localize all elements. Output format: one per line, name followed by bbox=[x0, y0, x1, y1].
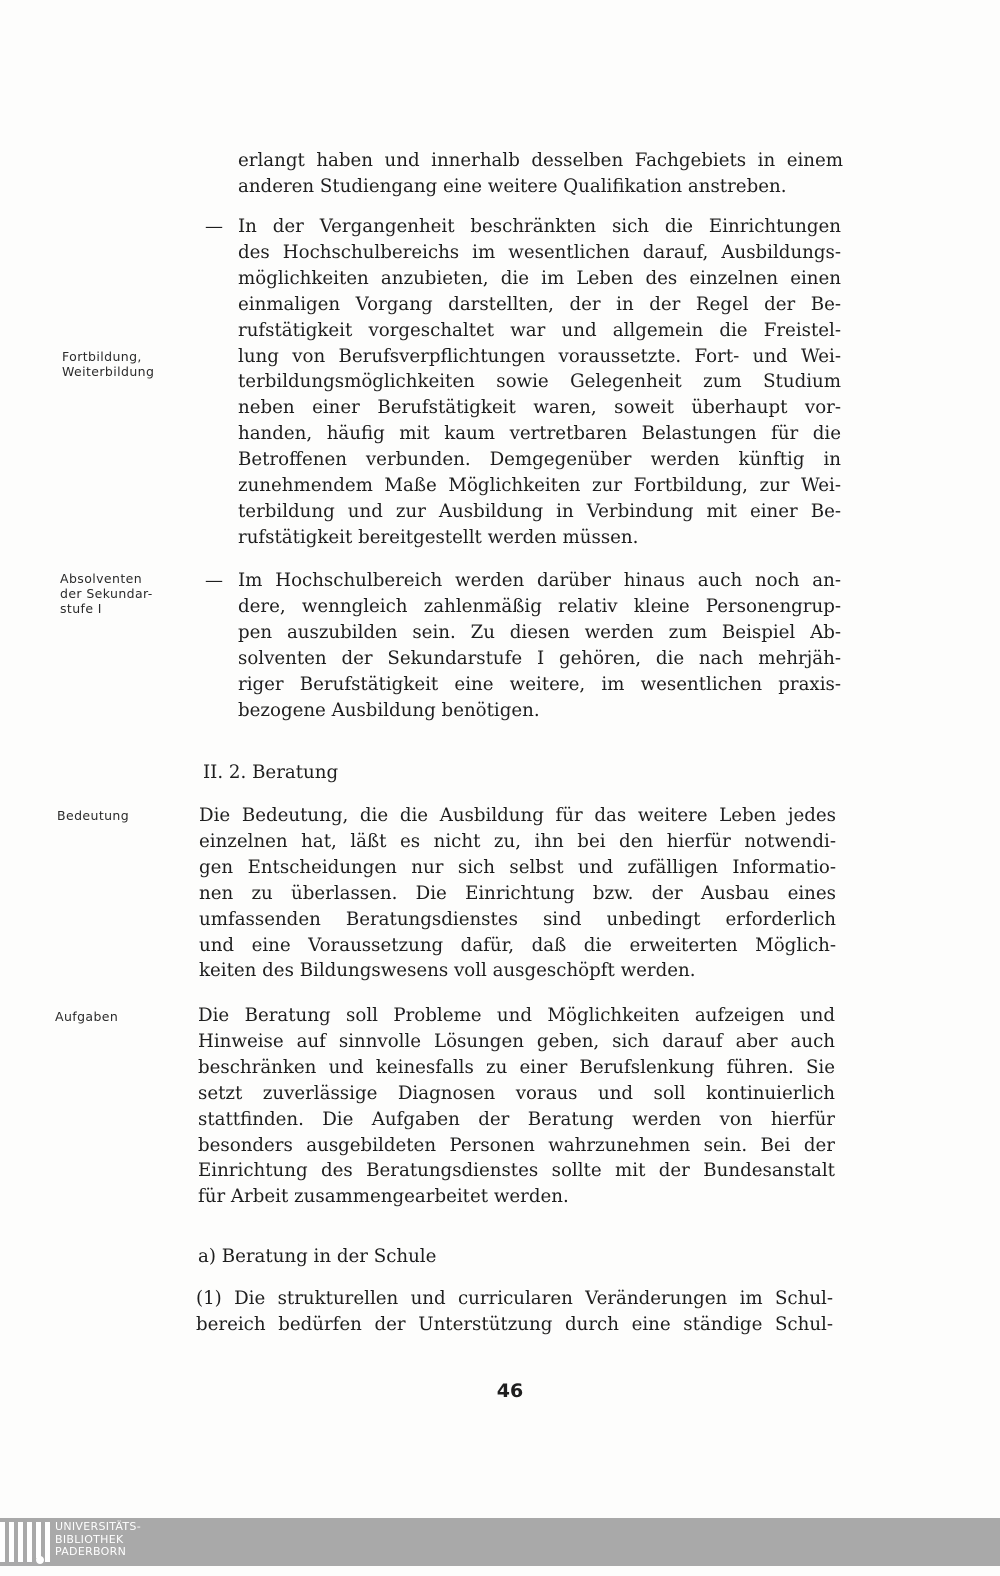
text-line: erlangt haben und innerhalb desselben Fachgebiets in einem bbox=[238, 150, 843, 171]
text-line: bereich bedürfen der Unterstützung durch eine ständige Schul- bbox=[196, 1313, 833, 1335]
text-line: pen auszubilden sein. Zu diesen werden zum Beispiel Ab- bbox=[238, 621, 841, 643]
text-line: Hinweise auf sinnvolle Lösungen geben, sich darauf aber auch bbox=[198, 1030, 835, 1052]
margin-note-line: Absolventen bbox=[60, 571, 143, 586]
margin-note-line: Fortbildung, bbox=[62, 349, 142, 364]
paragraph-bedeutung bbox=[199, 803, 836, 984]
paragraph-hochschulbereich bbox=[238, 568, 841, 723]
text-line: In der Vergangenheit beschränkten sich die Einrichtungen bbox=[238, 216, 841, 237]
text-line: besonders ausgebildeten Personen wahrzunehmen sein. Bei der bbox=[198, 1134, 835, 1156]
text-line: neben einer Berufstätigkeit waren, soweit überhaupt vor- bbox=[238, 397, 841, 419]
text-line: nen zu überlassen. Die Einrichtung bzw. der Ausbau eines bbox=[199, 882, 836, 904]
text-line: rufstätigkeit bereitgestellt werden müssen. bbox=[238, 526, 639, 548]
margin-note-line: stufe I bbox=[60, 601, 102, 616]
section-heading-beratung: II. 2. Beratung bbox=[203, 762, 339, 783]
library-footer-bar bbox=[0, 1518, 1000, 1566]
logo-text-line: BIBLIOTHEK bbox=[55, 1532, 124, 1546]
text-line: einmaligen Vorgang darstellten, der in der Regel der Be- bbox=[238, 293, 841, 315]
text-line: terbildungsmöglichkeiten sowie Gelegenheit zum Studium bbox=[238, 371, 841, 393]
text-line: zunehmendem Maße Möglichkeiten zur Fortbildung, zur Wei- bbox=[238, 475, 841, 497]
paragraph-vergangenheit bbox=[238, 214, 841, 551]
text-line: gen Entscheidungen nur sich selbst und zufälligen Informatio- bbox=[199, 856, 836, 878]
margin-note-aufgaben bbox=[55, 1009, 118, 1024]
margin-note-line: der Sekundar- bbox=[60, 586, 153, 601]
paragraph-continuation bbox=[238, 148, 843, 200]
margin-note-bedeutung bbox=[57, 808, 129, 823]
text-line: bezogene Ausbildung benötigen. bbox=[238, 699, 540, 721]
margin-note-fortbildung bbox=[62, 349, 154, 379]
text-line: umfassenden Beratungsdienstes sind unbedingt erforderlich bbox=[199, 908, 836, 930]
text-line: Die Bedeutung, die die Ausbildung für das weitere Leben jedes bbox=[199, 805, 836, 826]
text-line: für Arbeit zusammengearbeitet werden. bbox=[198, 1186, 569, 1208]
paragraph-aufgaben bbox=[198, 1003, 835, 1210]
text-line: rufstätigkeit vorgeschaltet war und allgemein die Freistel- bbox=[238, 319, 841, 341]
page-number: 46 bbox=[496, 1380, 524, 1402]
text-line: terbildung und zur Ausbildung in Verbindung mit einer Be- bbox=[238, 500, 841, 522]
logo-text-line: PADERBORN bbox=[55, 1545, 127, 1558]
logo-dot-icon bbox=[36, 1556, 44, 1564]
text-line: Einrichtung des Beratungsdienstes sollte mit der Bundesanstalt bbox=[198, 1160, 835, 1182]
text-line: setzt zuverlässige Diagnosen voraus und soll kontinuierlich bbox=[198, 1082, 835, 1104]
text-line: des Hochschulbereichs im wesentlichen darauf, Ausbildungs- bbox=[238, 241, 841, 263]
margin-note-line: Weiterbildung bbox=[62, 364, 155, 379]
text-line: anderen Studiengang eine weitere Qualifikation anstreben. bbox=[238, 175, 787, 197]
text-line: solventen der Sekundarstufe I gehören, die nach mehrjäh- bbox=[238, 647, 841, 669]
logo-text-line: UNIVERSITÄTS- bbox=[55, 1520, 141, 1533]
text-line: und eine Voraussetzung dafür, daß die erweiterten Möglich- bbox=[199, 934, 836, 956]
text-line: keiten des Bildungswesens voll ausgeschöpft werden. bbox=[199, 960, 696, 982]
text-line: lung von Berufsverpflichtungen voraussetzte. Fort- und Wei- bbox=[238, 345, 841, 367]
subsection-heading-schule: a) Beratung in der Schule bbox=[198, 1246, 437, 1267]
margin-note-line: Aufgaben bbox=[55, 1009, 119, 1024]
text-line: beschränken und keinesfalls zu einer Berufslenkung führen. Sie bbox=[198, 1056, 835, 1078]
text-line: Im Hochschulbereich werden darüber hinaus auch noch an- bbox=[238, 570, 841, 591]
margin-note-line: Bedeutung bbox=[57, 808, 130, 823]
paragraph-schule-1 bbox=[196, 1286, 833, 1338]
dash-bullet: — bbox=[205, 216, 223, 237]
text-line: dere, wenngleich zahlenmäßig relativ kleine Personengrup- bbox=[238, 595, 841, 617]
text-line: stattfinden. Die Aufgaben der Beratung werden von hierfür bbox=[198, 1108, 835, 1130]
text-line: (1) Die strukturellen und curricularen Veränderungen im Schul- bbox=[196, 1288, 833, 1309]
text-line: handen, häufig mit kaum vertretbaren Belastungen für die bbox=[238, 423, 841, 445]
text-line: Die Beratung soll Probleme und Möglichkeiten aufzeigen und bbox=[198, 1005, 835, 1026]
margin-note-absolventen bbox=[60, 571, 153, 616]
text-line: einzelnen hat, läßt es nicht zu, ihn bei den hierfür notwendi- bbox=[199, 830, 836, 852]
dash-bullet: — bbox=[205, 570, 223, 591]
library-logo-text bbox=[55, 1521, 141, 1559]
text-line: riger Berufstätigkeit eine weitere, im wesentlichen praxis- bbox=[238, 673, 841, 695]
text-line: möglichkeiten anzubieten, die im Leben des einzelnen einen bbox=[238, 267, 841, 289]
text-line: Betroffenen verbunden. Demgegenüber werden künftig in bbox=[238, 449, 841, 471]
library-logo bbox=[0, 1518, 141, 1566]
